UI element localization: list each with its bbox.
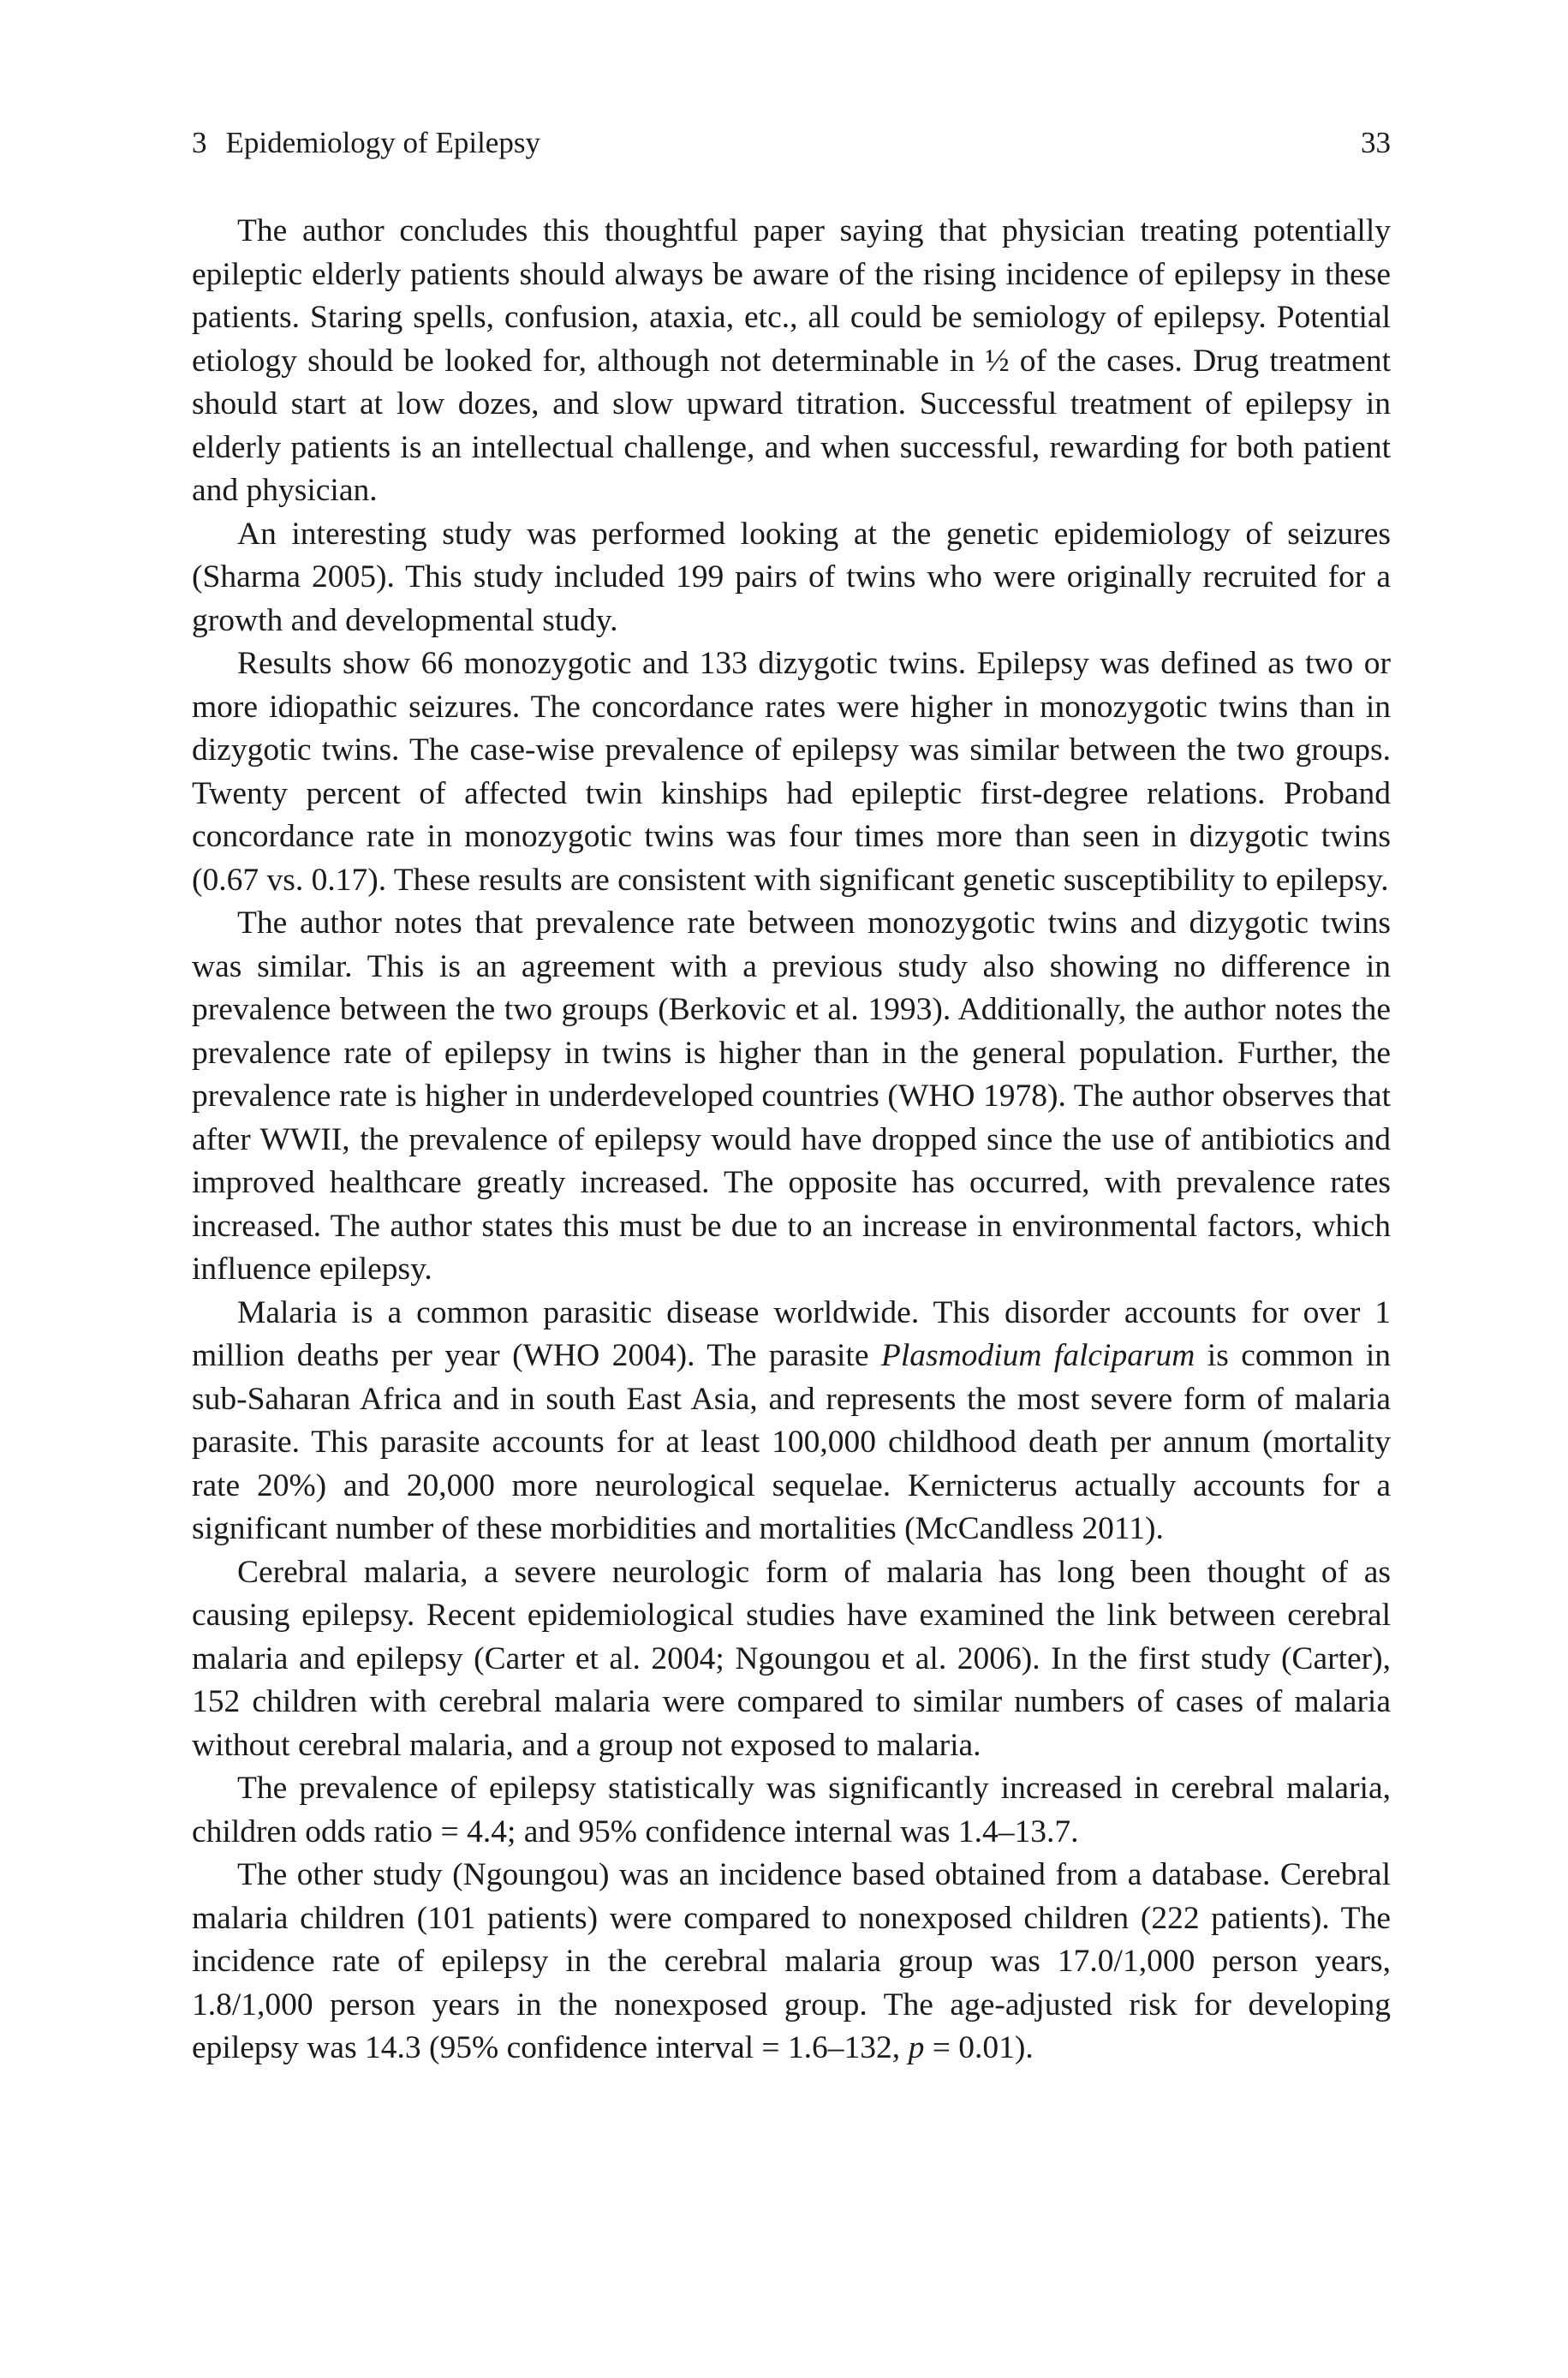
- paragraph-twin-study-results: Results show 66 monozygotic and 133 dizygotic twins. Epilepsy was defined as two or more idiopathic seizures. The concordance rates were higher in monozygotic twins than in dizygotic twins. The case-wise prevalence of epilepsy was similar between the two groups. Twenty percent of affected twin kinships had epileptic first-degree relations. Proband concordance rate in monozygotic twins was four times more than seen in dizygotic twins (0.67 vs. 0.17). These results are consistent with significant genetic susceptibility to epilepsy.: [192, 646, 1391, 898]
- p-value-symbol: p: [908, 2030, 925, 2065]
- malaria-species-name: Plasmodium falciparum: [880, 1338, 1195, 1373]
- malaria-text-before: Malaria is a common parasitic disease worldwide. This disorder accounts for over 1 million deaths per year (WHO 2004). The parasite: [192, 1294, 1391, 1373]
- ngoungou-text-after: = 0.01).: [924, 2030, 1034, 2065]
- malaria-text-after: is common in sub-Saharan Africa and in south East Asia, and represents the most severe form of malaria parasite. This parasite accounts for at least 100,000 childhood death per annum (mortality rate 20%) and 20,000 more neurological sequelae. Kernicterus actually accounts for a significant number of these morbidities and mortalities (McCandless 2011).: [192, 1338, 1392, 1546]
- ngoungou-text-before: The other study (Ngoungou) was an incidence based obtained from a database. Cerebral malaria children (101 patients) were compared to nonexposed children (222 patients). The incidence rate of epilepsy in the cerebral malaria group was 17.0/1,000 person years, 1.8/1,000 person years in the nonexposed group. The age-adjusted risk for developing epilepsy was 14.3 (95% confidence interval = 1.6–132,: [192, 1857, 1391, 2065]
- paragraph-twin-study-intro: An interesting study was performed looking at the genetic epidemiology of seizures (Sharma 2005). This study included 199 pairs of twins who were originally recruited for a growth and developmental study.: [192, 516, 1391, 638]
- page-number: 33: [1361, 126, 1391, 159]
- body-text: [192, 210, 1391, 2070]
- paragraph-malaria: [192, 1292, 1391, 1551]
- paragraph-elderly-epilepsy: The author concludes this thoughtful paper saying that physician treating potentially epileptic elderly patients should always be aware of the rising incidence of epilepsy in these patients. Staring spells, confusion, ataxia, etc., all could be semiology of epilepsy. Potential etiology should be looked for, although not determinable in ½ of the cases. Drug treatment should start at low dozes, and slow upward titration. Successful treatment of epilepsy in elderly patients is an intellectual challenge, and when successful, rewarding for both patient and physician.: [192, 213, 1391, 508]
- paragraph-cerebral-malaria: Cerebral malaria, a severe neurologic form of malaria has long been thought of as causing epilepsy. Recent epidemiological studies have examined the link between cerebral malaria and epilepsy (Carter et al. 2004; Ngoungou et al. 2006). In the first study (Carter), 152 children with cerebral malaria were compared to similar numbers of cases of malaria without cerebral malaria, and a group not exposed to malaria.: [192, 1554, 1391, 1763]
- running-head: [192, 122, 1391, 164]
- chapter-number: 3: [192, 126, 207, 159]
- paragraph-odds-ratio: The prevalence of epilepsy statistically was significantly increased in cerebral malaria, children odds ratio = 4.4; and 95% confidence internal was 1.4–13.7.: [192, 1771, 1391, 1849]
- chapter-title: Epidemiology of Epilepsy: [225, 126, 540, 159]
- paragraph-ngoungou-study: [192, 1854, 1391, 2070]
- paragraph-prevalence-notes: The author notes that prevalence rate between monozygotic twins and dizygotic twins was similar. This is an agreement with a previous study also showing no difference in prevalence between the two groups (Berkovic et al. 1993). Additionally, the author notes the prevalence rate of epilepsy in twins is higher than in the general population. Further, the prevalence rate is higher in underdeveloped countries (WHO 1978). The author observes that after WWII, the prevalence of epilepsy would have dropped since the use of antibiotics and improved healthcare greatly increased. The opposite has occurred, with prevalence rates increased. The author states this must be due to an increase in environmental factors, which influence epilepsy.: [192, 905, 1391, 1287]
